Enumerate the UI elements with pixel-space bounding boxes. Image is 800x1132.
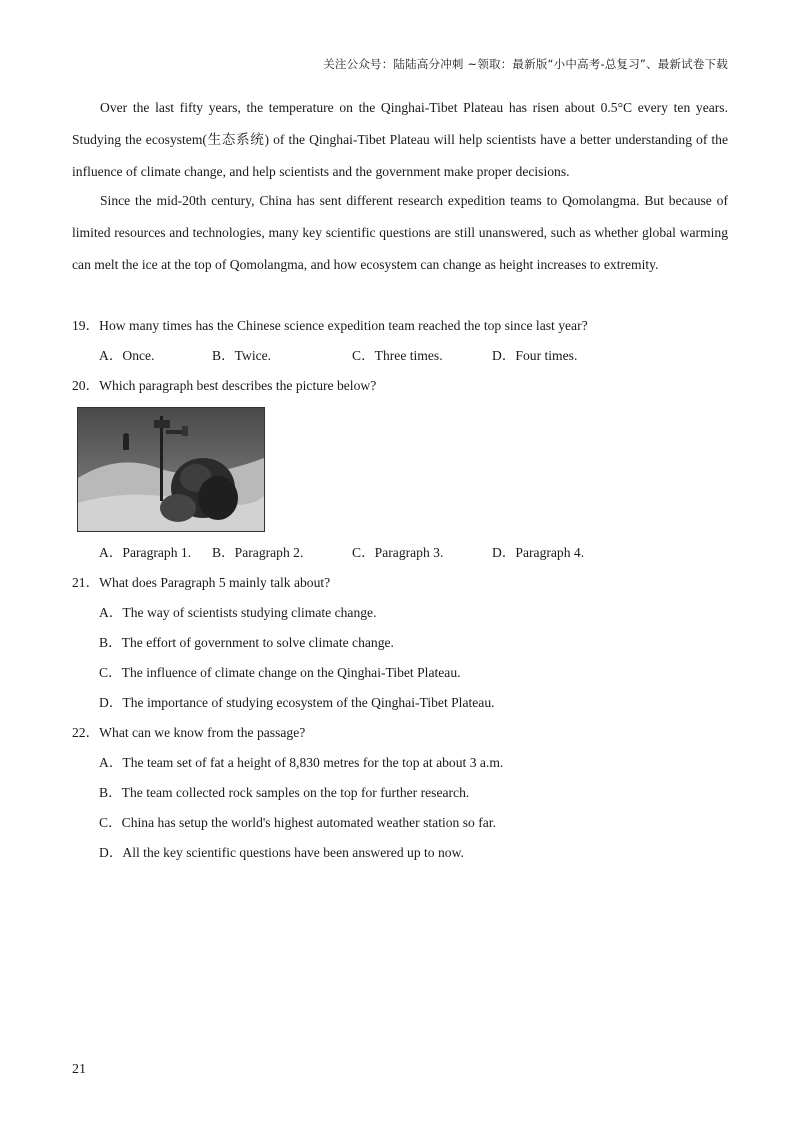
page-number: 21 [72, 1062, 86, 1077]
question-22-stem: 22．What can we know from the passage? [72, 725, 306, 740]
question-19-option-a: A．Once. [99, 348, 155, 363]
question-20-option-b: B．Paragraph 2. [212, 545, 304, 560]
question-21-option-c: C．The influence of climate change on the Qinghai-Tibet Plateau. [99, 665, 461, 680]
question-19-stem: 19．How many times has the Chinese science expedition team reached the top since last year? [72, 318, 588, 333]
question-21-option-d: D．The importance of studying ecosystem of the Qinghai-Tibet Plateau. [99, 695, 495, 710]
expedition-photo [77, 407, 265, 532]
question-22-option-d: D．All the key scientific questions have been answered up to now. [99, 845, 464, 860]
header-note: 关注公众号：陆陆高分冲刺 ~领取：最新版“小中高考-总复习”、最新试卷下载 [323, 57, 728, 71]
passage-paragraph: Over the last fifty years, the temperature on the Qinghai-Tibet Plateau has risen about 0.5°C every ten years. Studying the ecosystem(生态系统) of the Qinghai-Tibet Plateau will help scientists have a better understanding of the influence of climate change, and help scientists and the government make proper decisions. [72, 100, 728, 179]
question-20-option-d: D．Paragraph 4. [492, 545, 585, 560]
question-21-option-a: A．The way of scientists studying climate change. [99, 605, 377, 620]
passage-paragraph: Since the mid-20th century, China has sent different research expedition teams to Qomolangma. But because of limited resources and technologies, many key scientific questions are still unanswered, such as whether global warming can melt the ice at the top of Qomolangma, and how ecosystem can change as height increases to extremity. [72, 193, 728, 272]
question-20-stem: 20．Which paragraph best describes the picture below? [72, 378, 377, 393]
question-20-option-c: C．Paragraph 3. [352, 545, 444, 560]
question-22-option-b: B．The team collected rock samples on the top for further research. [99, 785, 470, 800]
question-20-option-a: A．Paragraph 1. [99, 545, 192, 560]
question-21-option-b: B．The effort of government to solve climate change. [99, 635, 394, 650]
question-19-option-c: C．Three times. [352, 348, 443, 363]
question-19-option-d: D．Four times. [492, 348, 578, 363]
question-22-option-a: A．The team set of fat a height of 8,830 metres for the top at about 3 a.m. [99, 755, 504, 770]
question-21-stem: 21．What does Paragraph 5 mainly talk about? [72, 575, 331, 590]
question-22-option-c: C．China has setup the world's highest automated weather station so far. [99, 815, 496, 830]
question-19-option-b: B．Twice. [212, 348, 272, 363]
